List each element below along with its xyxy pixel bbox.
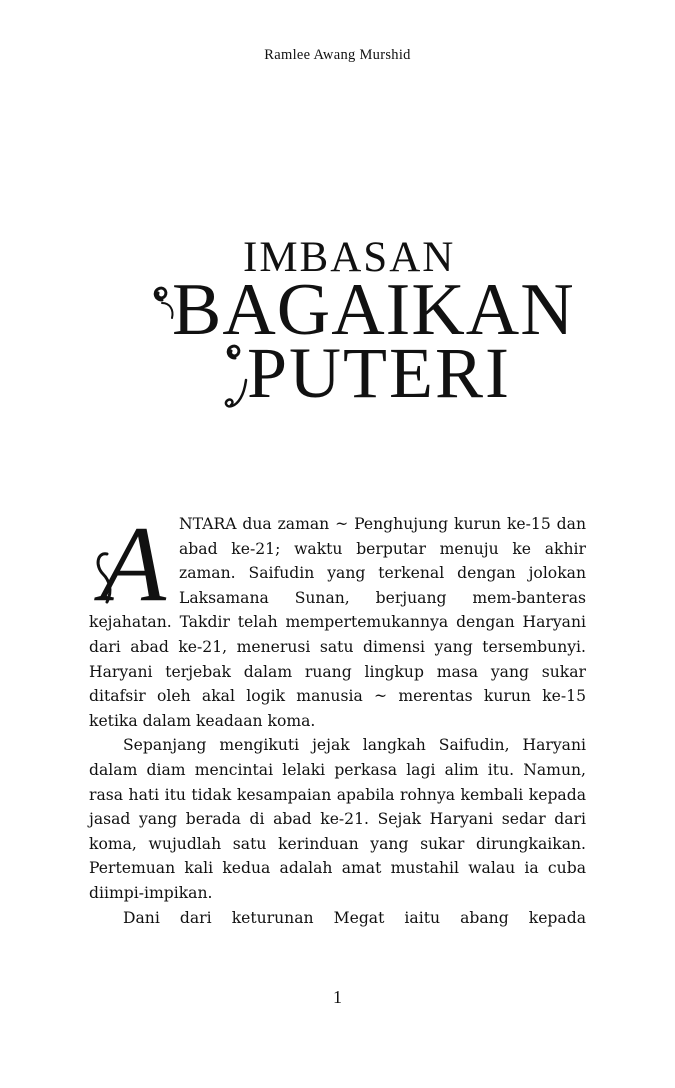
body-text [89,512,586,930]
paragraph-2: Sepanjang mengikuti jejak langkah Saifudin, Haryani dalam diam mencintai lelaki perkasa lagi alim itu. Namun, rasa hati itu tidak kesampaian apabila rohnya kembali kepada jasad yang berada di abad ke-21. Sejak Haryani sedar dari koma, wujudlah satu kerinduan yang sukar dirungkaikan. Pertemuan kali kedua adalah amat mustahil walau ia cuba diimpi-impikan. [89,736,586,902]
title-line-imbasan: IMBASAN [243,234,456,281]
drop-cap-letter: A [100,514,166,608]
title-line-puteri: PUTERI [247,333,511,413]
title-line-bagaikan: BAGAIKAN [172,269,575,351]
drop-cap [89,514,177,608]
running-head-author: Ramlee Awang Murshid [264,47,411,63]
page-number: 1 [333,987,342,1007]
drop-cap-letter-icon [89,514,177,608]
book-title [0,230,675,430]
paragraph-3: Dani dari keturunan Megat iaitu abang kepada [123,908,586,927]
paragraph-1: NTARA dua zaman ~ Penghujung kurun ke-15 dan abad ke-21; waktu berputar menuju ke akhir zaman. Saifudin yang terkenal dengan jolokan Laksamana Sunan, berjuang mem-banteras kejahatan. Takdir telah mempertemukannya dengan Haryani dari abad ke-21, menerusi satu dimensi yang tersembunyi. Haryani terjebak dalam ruang lingkup masa yang sukar ditafsir oleh akal logik manusia ~ merentas kurun ke-15 ketika dalam keadaan koma. [89,515,586,730]
